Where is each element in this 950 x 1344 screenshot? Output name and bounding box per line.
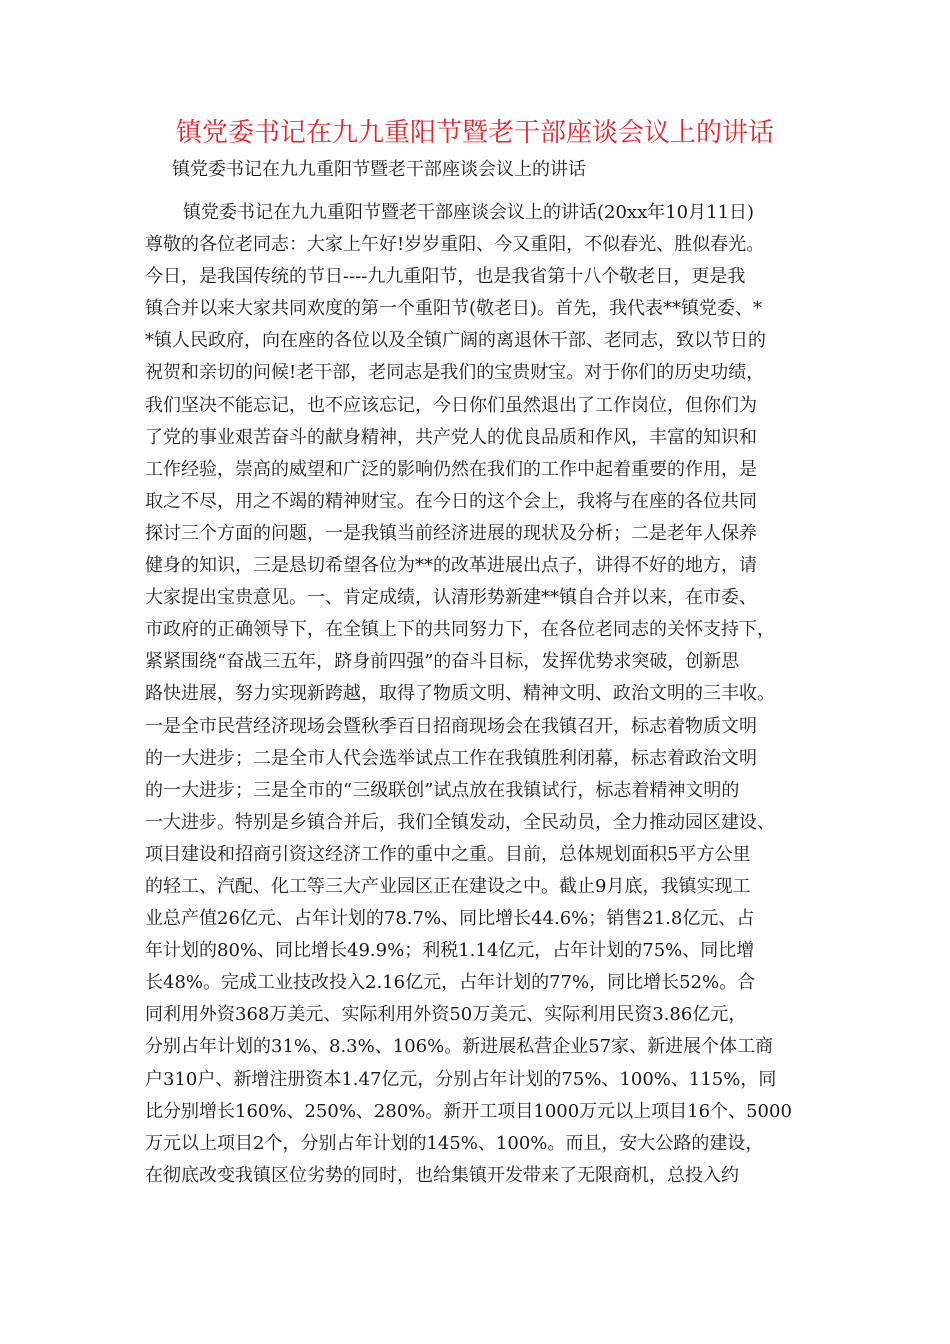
body-line: 健身的知识，三是恳切希望各位为**的改革进展出点子，讲得不好的地方，请 [145,555,757,577]
body-line: 尊敬的各位老同志：大家上午好!岁岁重阳、今又重阳，不似春光、胜似春光。 [145,234,765,256]
body-line: 在彻底改变我镇区位劣势的同时，也给集镇开发带来了无限商机，总投入约 [145,1164,739,1186]
body-line: 大家提出宝贵意见。一、肯定成绩，认清形势新建**镇自合并以来，在市委、 [145,587,757,609]
body-line: 路快进展，努力实现新跨越，取得了物质文明、精神文明、政治文明的三丰收。 [145,683,775,705]
body-line: 了党的事业艰苦奋斗的献身精神，共产党人的优良品质和作风，丰富的知识和 [145,426,757,448]
body-line: 的轻工、汽配、化工等三大产业园区正在建设之中。截止9月底，我镇实现工 [145,875,751,897]
body-line: 一大进步。特别是乡镇合并后，我们全镇发动，全民动员，全力推动园区建设、 [145,811,775,833]
document-title: 镇党委书记在九九重阳节暨老干部座谈会议上的讲话 [175,118,774,148]
body-line: 的一大进步；三是全市的“三级联创”试点放在我镇试行，标志着精神文明的 [145,779,740,801]
body-line: 长48%。完成工业技改投入2.16亿元，占年计划的77%，同比增长52%。合 [145,972,756,994]
body-line: 镇合并以来大家共同欢度的第一个重阳节(敬老日)。首先，我代表**镇党委、* [145,298,763,320]
body-line: 紧紧围绕“奋战三五年，跻身前四强”的奋斗目标，发挥优势求突破，创新思 [145,651,740,673]
body-line: 项目建设和招商引资这经济工作的重中之重。目前，总体规划面积5平方公里 [145,843,751,865]
body-line: 的一大进步；二是全市人代会选举试点工作在我镇胜利闭幕，标志着政治文明 [145,747,757,769]
body-line: 今日，是我国传统的节日----九九重阳节，也是我省第十八个敬老日，更是我 [145,266,746,288]
body-line: 探讨三个方面的问题，一是我镇当前经济进展的现状及分析；二是老年人保养 [145,522,757,544]
body-line: 万元以上项目2个，分别占年计划的145%、100%。而且，安大公路的建设， [145,1132,764,1154]
body-line: 市政府的正确领导下，在全镇上下的共同努力下，在各位老同志的关怀支持下， [145,619,775,641]
body-line: 镇党委书记在九九重阳节暨老干部座谈会议上的讲话(20xx年10月11日) [183,202,755,223]
body-line: 工作经验，崇高的威望和广泛的影响仍然在我们的工作中起着重要的作用，是 [145,458,757,480]
body-line: 分别占年计划的31%、8.3%、106%。新进展私营企业57家、新进展个体工商 [145,1036,774,1058]
body-line: 取之不尽，用之不竭的精神财宝。在今日的这个会上，我将与在座的各位共同 [145,490,757,512]
body-line: 户310户、新增注册资本1.47亿元，分别占年计划的75%、100%、115%，同 [145,1068,777,1090]
body-line: 同利用外资368万美元、实际利用外资50万美元、实际利用民资3.86亿元， [145,1004,747,1026]
body-line: 业总产值26亿元、占年计划的78.7%、同比增长44.6%；销售21.8亿元、占 [145,908,755,930]
body-line: 比分别增长160%、250%、280%。新开工项目1000万元以上项目16个、5000 [145,1100,792,1122]
body-line: *镇人民政府，向在座的各位以及全镇广阔的离退休干部、老同志，致以节日的 [145,330,766,352]
body-line: 祝贺和亲切的问候!老干部，老同志是我们的宝贵财宝。对于你们的历史功绩， [145,362,765,384]
body-line: 年计划的80%、同比增长49.9%；利税1.14亿元，占年计划的75%、同比增 [145,940,755,962]
body-line: 一是全市民营经济现场会暨秋季百日招商现场会在我镇召开，标志着物质文明 [145,715,757,737]
body-line: 我们坚决不能忘记，也不应该忘记，今日你们虽然退出了工作岗位，但你们为 [145,394,757,416]
document-body [145,197,805,1192]
document-subtitle: 镇党委书记在九九重阳节暨老干部座谈会议上的讲话 [172,159,586,180]
